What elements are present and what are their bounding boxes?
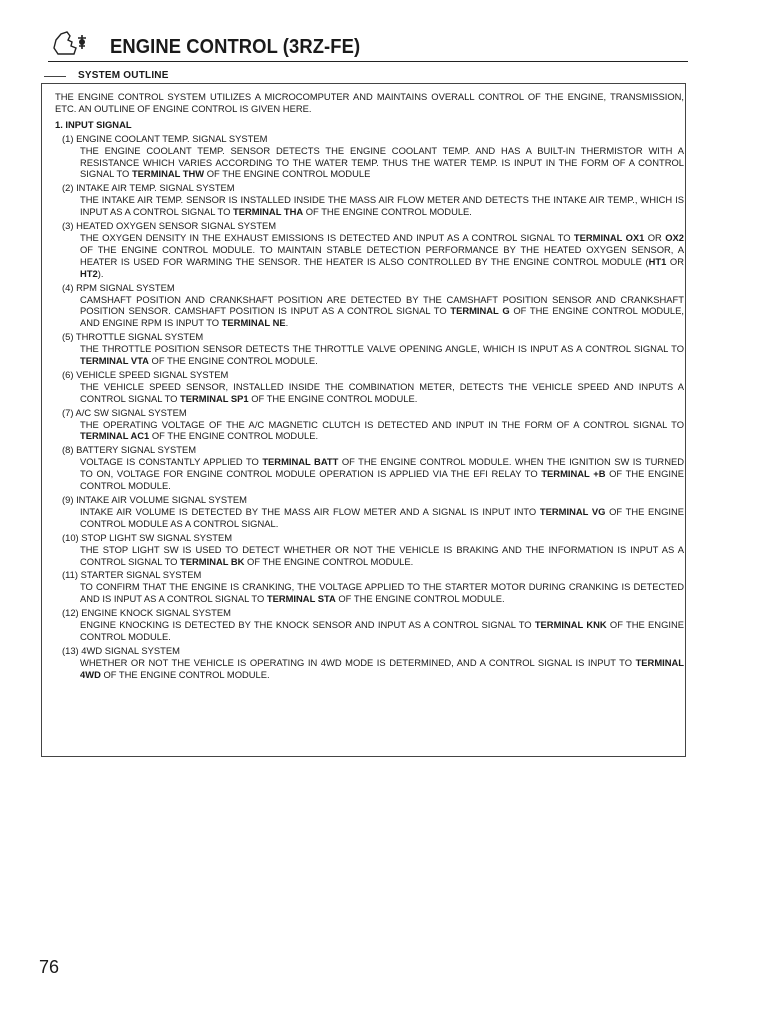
terminal-name: TERMINAL BATT bbox=[262, 456, 339, 468]
terminal-name: TERMINAL KNK bbox=[534, 619, 607, 631]
terminal-name: TERMINAL OX1 bbox=[573, 231, 645, 243]
signal-item-heading: (11) STARTER SIGNAL SYSTEM bbox=[62, 569, 202, 581]
signal-item-heading: (2) INTAKE AIR TEMP. SIGNAL SYSTEM bbox=[62, 182, 235, 194]
body-text: OF THE ENGINE CONTROL MODULE. bbox=[244, 555, 414, 567]
body-text: ). bbox=[97, 267, 104, 279]
body-text: OF THE ENGINE CONTROL MODULE. bbox=[248, 392, 418, 404]
body-text: OF THE ENGINE CONTROL MODULE, AND ENGINE RPM IS INPUT TO bbox=[80, 305, 684, 329]
terminal-name: TERMINAL THA bbox=[233, 206, 304, 218]
page-title: ENGINE CONTROL (3RZ-FE) bbox=[110, 36, 361, 58]
body-text: THE STOP LIGHT SW IS USED TO DETECT WHETHER OR NOT THE VEHICLE IS BRAKING AND THE INFORMATION IS INPUT AS A CONTROL SIGNAL TO bbox=[80, 543, 684, 567]
terminal-name: HT2 bbox=[80, 267, 98, 279]
body-text: THE THROTTLE POSITION SENSOR DETECTS THE THROTTLE VALVE OPENING ANGLE, WHICH IS INPUT AS A CONTROL SIGNAL TO bbox=[80, 343, 684, 355]
signal-item-heading: (3) HEATED OXYGEN SENSOR SIGNAL SYSTEM bbox=[62, 220, 277, 232]
terminal-name: TERMINAL G bbox=[450, 305, 510, 317]
body-text: OF THE ENGINE CONTROL MODULE. bbox=[80, 468, 684, 492]
signal-item-heading: (13) 4WD SIGNAL SYSTEM bbox=[62, 644, 180, 656]
terminal-name: TERMINAL NE bbox=[221, 317, 286, 329]
signal-item-body bbox=[55, 232, 684, 280]
body-text: THE INTAKE AIR TEMP. SENSOR IS INSTALLED INSIDE THE MASS AIR FLOW METER AND DETECTS THE INTAKE AIR TEMP., WHICH IS INPUT AS A CONTROL SIGNAL TO bbox=[80, 194, 684, 218]
terminal-name: TERMINAL AC1 bbox=[80, 430, 150, 442]
terminal-name: TERMINAL 4WD bbox=[80, 656, 684, 680]
page-number: 76 bbox=[39, 957, 60, 977]
signal-item-body bbox=[55, 419, 684, 443]
signal-item-body bbox=[55, 657, 684, 681]
body-text: VOLTAGE IS CONSTANTLY APPLIED TO bbox=[80, 456, 263, 468]
signal-item-heading: (9) INTAKE AIR VOLUME SIGNAL SYSTEM bbox=[62, 494, 247, 505]
body-text: OF THE ENGINE CONTROL MODULE. WHEN THE IGNITION SW IS TURNED TO ON, VOLTAGE FOR ENGINE CONTROL MODULE OPERATION IS APPLIED VIA THE EFI RELAY TO bbox=[80, 456, 684, 480]
signal-list bbox=[55, 133, 684, 681]
body-text: OR bbox=[666, 255, 684, 267]
signal-item-body bbox=[55, 544, 684, 568]
body-text: OF THE ENGINE CONTROL MODULE. TO MAINTAIN STABLE DETECTION PERFORMANCE BY THE HEATED OXYGEN SENSOR, A HEATER IS USED FOR WARMING THE SENSOR. THE HEATER IS ALSO CONTROLLED BY THE ENGINE CONTROL MODULE ( bbox=[80, 243, 684, 267]
terminal-name: TERMINAL SP1 bbox=[180, 392, 249, 404]
terminal-name: TERMINAL BK bbox=[180, 555, 245, 567]
terminal-name: TERMINAL VTA bbox=[80, 355, 149, 367]
terminal-name: TERMINAL VG bbox=[539, 505, 606, 517]
body-text: CAMSHAFT POSITION AND CRANKSHAFT POSITION ARE DETECTED BY THE CAMSHAFT POSITION SENSOR AND CRANKSHAFT POSITION SENSOR. CAMSHAFT POSITION IS INPUT AS A CONTROL SIGNAL TO bbox=[80, 293, 684, 317]
signal-item-heading: (8) BATTERY SIGNAL SYSTEM bbox=[62, 444, 197, 456]
signal-item-heading: (5) THROTTLE SIGNAL SYSTEM bbox=[62, 331, 204, 343]
signal-item-body bbox=[55, 194, 684, 218]
body-text: OR bbox=[644, 231, 666, 243]
signal-item-heading: (12) ENGINE KNOCK SIGNAL SYSTEM bbox=[62, 607, 231, 619]
system-outline-content bbox=[55, 91, 684, 681]
signal-item-body bbox=[55, 506, 684, 530]
terminal-name: HT1 bbox=[648, 255, 667, 267]
engine-logo-icon bbox=[50, 28, 94, 60]
body-text: OF THE ENGINE CONTROL MODULE. bbox=[335, 593, 505, 605]
body-text: THE OXYGEN DENSITY IN THE EXHAUST EMISSIONS IS DETECTED AND INPUT AS A CONTROL SIGNAL TO bbox=[80, 231, 574, 243]
input-signal-heading: 1. INPUT SIGNAL bbox=[55, 118, 132, 130]
section-label: SYSTEM OUTLINE bbox=[70, 70, 177, 81]
signal-item-body bbox=[55, 456, 684, 492]
header-rule bbox=[48, 61, 688, 62]
body-text: OF THE ENGINE CONTROL MODULE AS A CONTROL SIGNAL. bbox=[80, 505, 684, 529]
terminal-name: TERMINAL STA bbox=[266, 593, 336, 605]
intro-paragraph: THE ENGINE CONTROL SYSTEM UTILIZES A MICROCOMPUTER AND MAINTAINS OVERALL CONTROL OF THE ENGINE, TRANSMISSION, ETC. AN OUTLINE OF ENGINE CONTROL IS GIVEN HERE. bbox=[55, 91, 684, 114]
signal-item-body bbox=[55, 343, 684, 367]
body-text: THE VEHICLE SPEED SENSOR, INSTALLED INSIDE THE COMBINATION METER, DETECTS THE VEHICLE SPEED AND INPUTS A CONTROL SIGNAL TO bbox=[80, 380, 684, 404]
signal-item-body bbox=[55, 381, 684, 405]
body-text: THE ENGINE COOLANT TEMP. SENSOR DETECTS THE ENGINE COOLANT TEMP. AND HAS A BUILT-IN THERMISTOR WITH A RESISTANCE WHICH VARIES ACCORDING TO THE WATER TEMP. THUS THE WATER TEMP. IS INPUT IN THE FORM OF A CONTROL SIGNAL TO bbox=[80, 144, 684, 180]
body-text: OF THE ENGINE CONTROL MODULE. bbox=[80, 619, 684, 642]
body-text: ENGINE KNOCKING IS DETECTED BY THE KNOCK SENSOR AND INPUT AS A CONTROL SIGNAL TO bbox=[80, 619, 535, 631]
signal-item-heading: (6) VEHICLE SPEED SIGNAL SYSTEM bbox=[62, 368, 229, 380]
signal-item-heading: (10) STOP LIGHT SW SIGNAL SYSTEM bbox=[62, 531, 233, 543]
body-text: OF THE ENGINE CONTROL MODULE. bbox=[100, 668, 270, 680]
signal-item-body bbox=[55, 581, 684, 605]
terminal-name: TERMINAL +B bbox=[541, 468, 606, 480]
body-text: INTAKE AIR VOLUME IS DETECTED BY THE MASS AIR FLOW METER AND A SIGNAL IS INPUT INTO bbox=[80, 505, 540, 517]
terminal-name: OX2 bbox=[665, 231, 684, 243]
signal-item-body bbox=[55, 294, 684, 330]
label-dash bbox=[44, 76, 66, 77]
signal-item-body bbox=[55, 619, 684, 643]
signal-item-heading: (1) ENGINE COOLANT TEMP. SIGNAL SYSTEM bbox=[62, 132, 268, 144]
terminal-name: TERMINAL THW bbox=[131, 168, 205, 180]
signal-item-body bbox=[55, 145, 684, 181]
signal-item-heading: (7) A/C SW SIGNAL SYSTEM bbox=[62, 406, 187, 418]
body-text: THE OPERATING VOLTAGE OF THE A/C MAGNETIC CLUTCH IS DETECTED AND INPUT IN THE FORM OF A CONTROL SIGNAL TO bbox=[80, 418, 684, 430]
body-text: OF THE ENGINE CONTROL MODULE. bbox=[148, 355, 318, 367]
body-text: . bbox=[285, 317, 289, 329]
body-text: OF THE ENGINE CONTROL MODULE. bbox=[303, 206, 472, 218]
body-text: OF THE ENGINE CONTROL MODULE. bbox=[149, 430, 319, 442]
signal-item-heading: (4) RPM SIGNAL SYSTEM bbox=[62, 281, 175, 293]
body-text: OF THE ENGINE CONTROL MODULE bbox=[204, 168, 371, 180]
body-text: TO CONFIRM THAT THE ENGINE IS CRANKING, THE VOLTAGE APPLIED TO THE STARTER MOTOR DURING CRANKING IS DETECTED AND IS INPUT AS A CONTROL SIGNAL TO bbox=[80, 581, 684, 605]
body-text: WHETHER OR NOT THE VEHICLE IS OPERATING IN 4WD MODE IS DETERMINED, AND A CONTROL SIGNAL IS INPUT TO bbox=[80, 656, 636, 668]
